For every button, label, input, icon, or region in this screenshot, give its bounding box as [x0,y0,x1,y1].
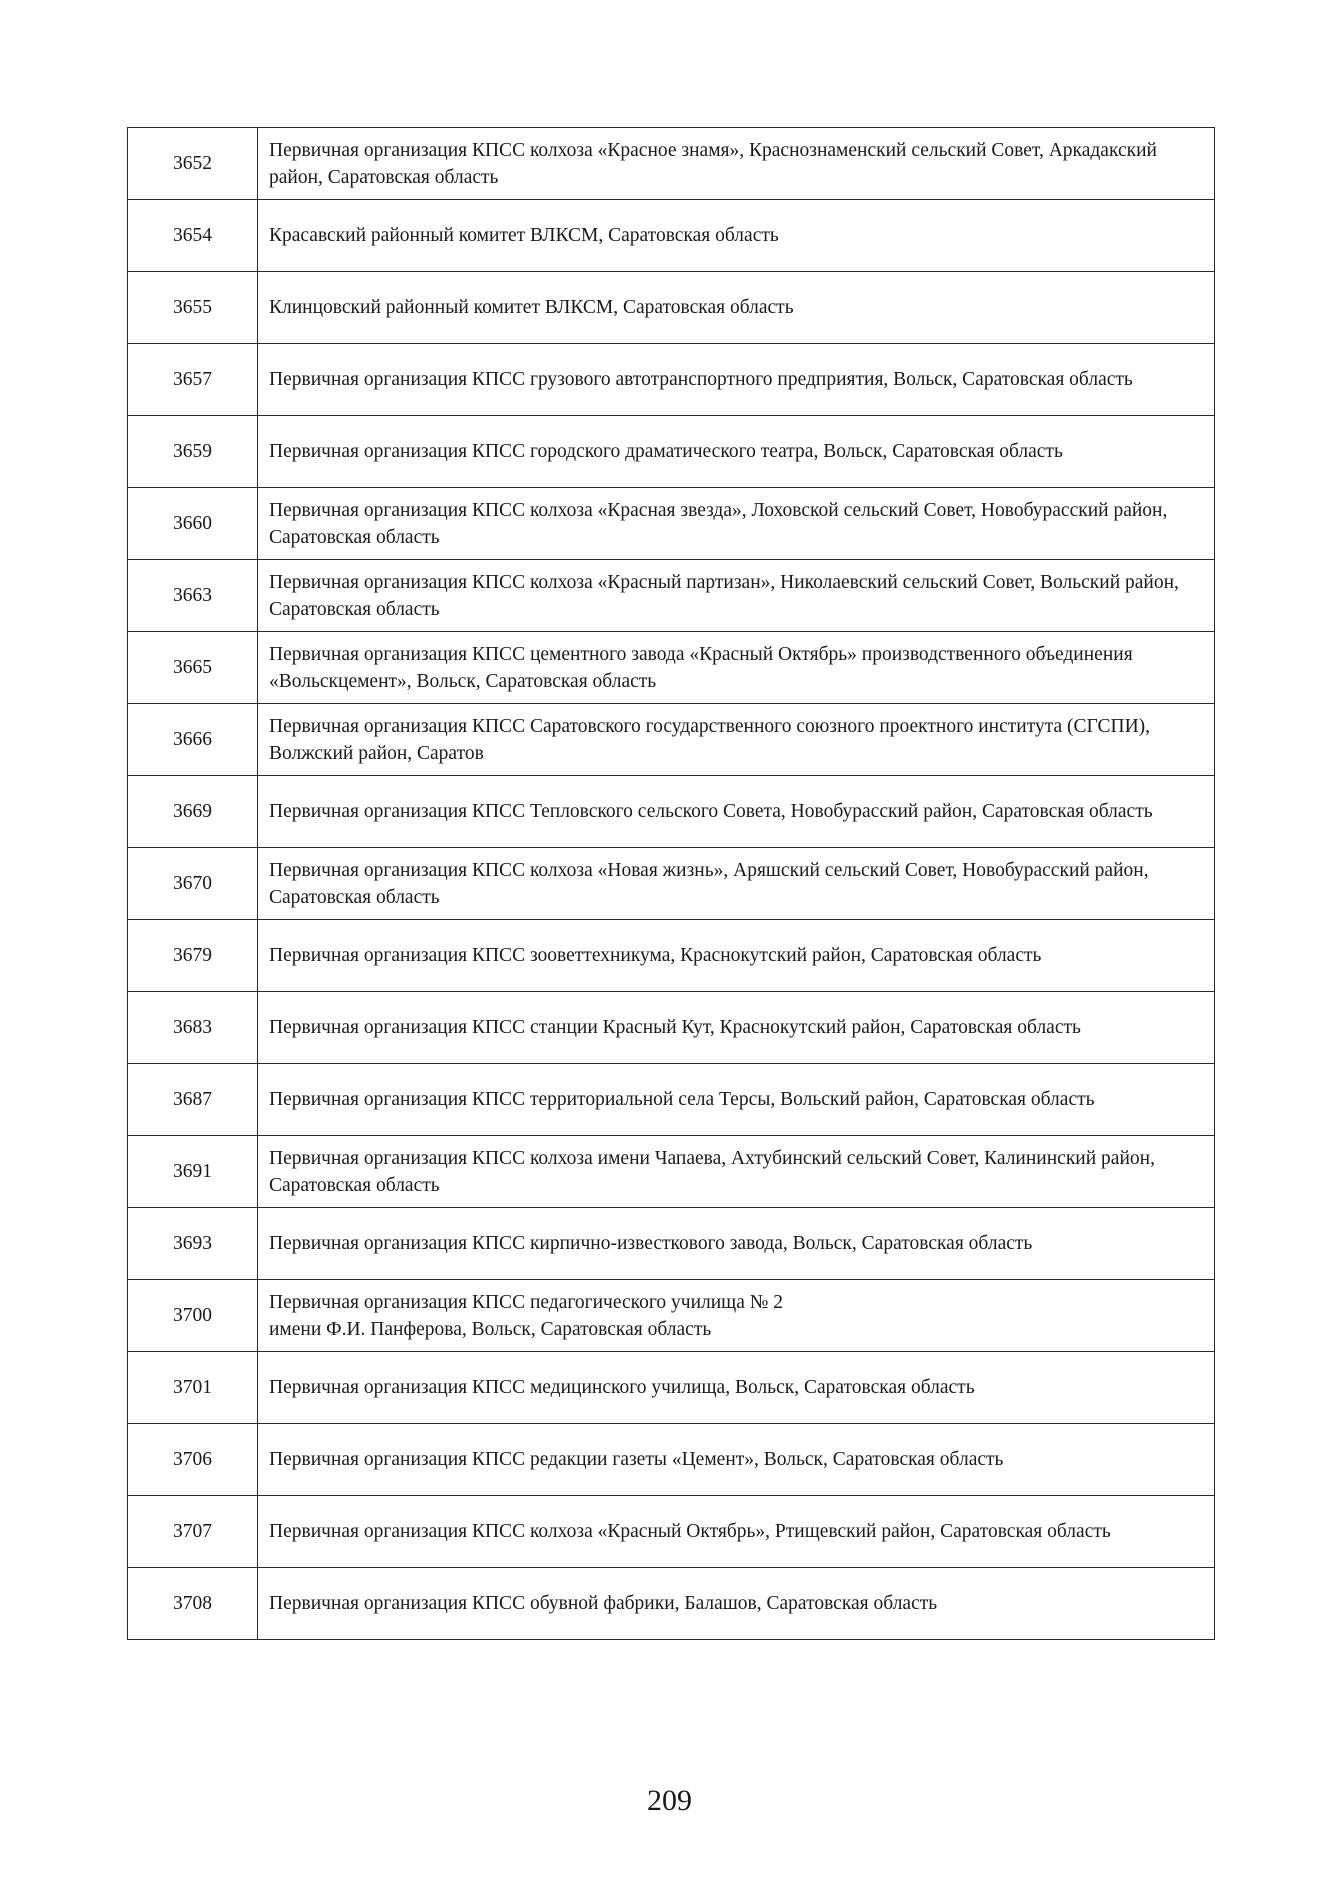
table-row [128,1352,1215,1424]
fund-description: Первичная организация КПСС колхоза «Новая жизнь», Аряшский сельский Совет, Новобурасский район, Саратовская область [258,848,1215,920]
table-row [128,1280,1215,1352]
table-row [128,1496,1215,1568]
table-row [128,920,1215,992]
fund-list-body [128,128,1215,1640]
table-row [128,560,1215,632]
table-row [128,1424,1215,1496]
fund-number: 3701 [128,1352,258,1424]
table-row [128,1208,1215,1280]
fund-description: Первичная организация КПСС Тепловского сельского Совета, Новобурасский район, Саратовская область [258,776,1215,848]
fund-description: Первичная организация КПСС обувной фабрики, Балашов, Саратовская область [258,1568,1215,1640]
table-row [128,344,1215,416]
fund-description: Первичная организация КПСС зооветтехникума, Краснокутский район, Саратовская область [258,920,1215,992]
table-row [128,1064,1215,1136]
table-row [128,848,1215,920]
fund-description: Первичная организация КПСС колхоза «Красный партизан», Николаевский сельский Совет, Вольский район, Саратовская область [258,560,1215,632]
table-row [128,992,1215,1064]
page-number: 209 [647,1784,692,1817]
fund-description: Первичная организация КПСС колхоза «Красная звезда», Лоховской сельский Совет, Новобурасский район, Саратовская область [258,488,1215,560]
table-row [128,632,1215,704]
fund-number: 3683 [128,992,258,1064]
fund-description: Клинцовский районный комитет ВЛКСМ, Саратовская область [258,272,1215,344]
table-row [128,488,1215,560]
fund-description: Первичная организация КПСС кирпично-известкового завода, Вольск, Саратовская область [258,1208,1215,1280]
fund-description: Первичная организация КПСС колхоза «Красное знамя», Краснознаменский сельский Совет, Аркадакский район, Саратовская область [258,128,1215,200]
fund-number: 3657 [128,344,258,416]
fund-number: 3652 [128,128,258,200]
fund-number: 3691 [128,1136,258,1208]
fund-number: 3660 [128,488,258,560]
fund-description: Первичная организация КПСС редакции газеты «Цемент», Вольск, Саратовская область [258,1424,1215,1496]
fund-description: Красавский районный комитет ВЛКСМ, Саратовская область [258,200,1215,272]
fund-number: 3665 [128,632,258,704]
fund-number: 3706 [128,1424,258,1496]
fund-description: Первичная организация КПСС территориальной села Терсы, Вольский район, Саратовская область [258,1064,1215,1136]
table-row [128,272,1215,344]
fund-number: 3666 [128,704,258,776]
fund-number: 3663 [128,560,258,632]
fund-number: 3669 [128,776,258,848]
table-row [128,1136,1215,1208]
fund-list-table [127,127,1215,1640]
fund-number: 3693 [128,1208,258,1280]
table-row [128,776,1215,848]
fund-number: 3655 [128,272,258,344]
fund-number: 3707 [128,1496,258,1568]
fund-number: 3659 [128,416,258,488]
fund-number: 3700 [128,1280,258,1352]
table-row [128,416,1215,488]
fund-number: 3708 [128,1568,258,1640]
fund-number: 3679 [128,920,258,992]
table-row [128,200,1215,272]
fund-description: Первичная организация КПСС Саратовского государственного союзного проектного института (СГСПИ), Волжский район, Саратов [258,704,1215,776]
fund-number: 3670 [128,848,258,920]
table-row [128,1568,1215,1640]
table-row [128,704,1215,776]
fund-description: Первичная организация КПСС цементного завода «Красный Октябрь» производственного объединения «Вольскцемент», Вольск, Саратовская область [258,632,1215,704]
fund-description: Первичная организация КПСС колхоза «Красный Октябрь», Ртищевский район, Саратовская область [258,1496,1215,1568]
fund-number: 3654 [128,200,258,272]
fund-description: Первичная организация КПСС педагогического училища № 2 имени Ф.И. Панферова, Вольск, Саратовская область [258,1280,1215,1352]
table-row [128,128,1215,200]
fund-description: Первичная организация КПСС грузового автотранспортного предприятия, Вольск, Саратовская область [258,344,1215,416]
fund-description: Первичная организация КПСС городского драматического театра, Вольск, Саратовская область [258,416,1215,488]
fund-number: 3687 [128,1064,258,1136]
fund-description: Первичная организация КПСС колхоза имени Чапаева, Ахтубинский сельский Совет, Калининский район, Саратовская область [258,1136,1215,1208]
fund-description: Первичная организация КПСС станции Красный Кут, Краснокутский район, Саратовская область [258,992,1215,1064]
fund-description: Первичная организация КПСС медицинского училища, Вольск, Саратовская область [258,1352,1215,1424]
